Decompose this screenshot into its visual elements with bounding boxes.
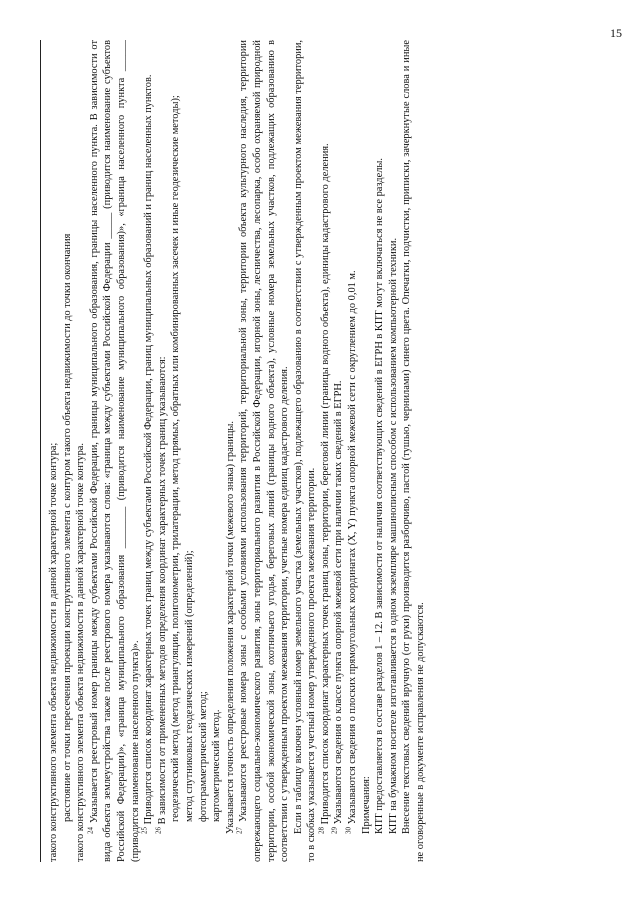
top-divider	[40, 40, 47, 862]
paragraph-text: геодезический метод (метод триангуляции, полигонометрии, трилатерации, метод прямых, обратных или комбинированных засечек и иные геодезические методы);	[170, 95, 182, 822]
page-number: 15	[610, 26, 622, 40]
footnote-26	[156, 40, 170, 862]
paragraph	[360, 40, 374, 862]
paragraph	[400, 40, 427, 862]
document-body	[40, 40, 600, 862]
footnote-24	[88, 40, 142, 862]
footnote-29	[332, 40, 346, 862]
paragraph-text: Указываются реестровые номера зоны с особыми условиями использования территорий, территориальной зоны, территории объекта культурного наследия, территории опережающего социально-экономического развития, зоны территориального развития в Российской Федерации, игорной зоны, лесничества, лесопарка, особо охраняемой природной территории, особой экономической зоны, охотничьего угодья, береговых линий (границы водного объекта), условные номера земельных участков, подлежащих образованию в соответствии с утвержденным проектом межевания территории, учетные номера единиц кадастрового деления.	[238, 40, 291, 862]
paragraph-text: Указываются сведения о плоских прямоугольных координатах (X, Y) пункта опорной межевой сети с округлением до 0,01 м.	[347, 270, 359, 827]
footnote-30	[346, 40, 360, 862]
paragraph-text: В зависимости от примененных методов определения координат характерных точек границ указываются:	[156, 356, 168, 827]
paragraph	[292, 40, 319, 862]
paragraph	[224, 40, 238, 862]
paragraph-text: Внесение текстовых сведений вручную (от руки) производится разборчиво, пастой (тушью, чернилами) синего цвета. Опечатки, подчистки, приписки, зачеркнутые слова и иные не оговоренные в документе исправления не допускаются.	[401, 40, 427, 862]
paragraph-text: Указывается реестровый номер границы между субъектами Российской Федерации, границы муниципального образования, границы населенного пункта. В зависимости от вида объекта землеустройства также после реестрового номера указываются слова: «граница между субъектами Российской Федерации _____ (приводится наименование субъектов Российской Федерации)», «граница муниципального образования ________ (приводится наименование муниципального образования)», «граница населенного пункта ______ (приводится наименование населенного пункта)».	[88, 40, 141, 862]
paragraph-text: Указывается точность определения положения характерной точки (межевого знака) границы.	[224, 421, 236, 834]
footnote-marker: 29	[331, 827, 339, 834]
footnote-marker: 25	[140, 827, 149, 834]
paragraph-text: Приводится список координат характерных точек границ между субъектами Российской Федерации, границ муниципальных образований и границ населенных пунктов.	[143, 74, 155, 827]
paragraph	[74, 40, 88, 862]
paragraph-text: картометрический метод.	[211, 709, 223, 822]
paragraph-text: такого конструктивного элемента объекта недвижимости в данной характерной точке контура.	[75, 443, 87, 862]
paragraph-text: такого конструктивного элемента объекта недвижимости в данной характерной точке контура;	[48, 442, 59, 862]
footnote-marker: 27	[235, 827, 244, 834]
paragraph-text: Указываются сведения о классе пункта опорной межевой сети при наличии таких сведений в ЕГРН.	[333, 380, 345, 827]
paragraph	[61, 40, 75, 862]
footnote-marker: 28	[317, 827, 326, 834]
paragraph-text: Приводится список координат характерных точек границ зоны, территории, береговой линии (границы водного объекта), единицы кадастрового деления.	[319, 143, 331, 827]
footnote-27	[237, 40, 291, 862]
paragraph	[47, 40, 61, 862]
footnote-marker: 30	[344, 827, 353, 834]
paragraph	[210, 40, 224, 862]
paragraph-text: Если в таблицу включен условный номер земельного участка (земельных участков), подлежащего образованию в соответствии с утвержденным проектом межевания территории, то в скобках указывается учетный номер утвержденного проекта межевания территории.	[292, 40, 318, 862]
paragraph-text: метод спутниковых геодезических измерений (определений);	[183, 550, 195, 822]
paragraph-text: КПТ на бумажном носителе изготавливается в одном экземпляре машинописным способом с использованием компьютерной техники.	[387, 237, 399, 834]
paragraph-text: Примечания:	[360, 776, 372, 834]
paragraph-text: расстояние от точки пересечения проекции конструктивного элемента с контуром такого объекта недвижимости до точки окончания	[61, 233, 73, 822]
notes-container	[47, 40, 428, 862]
paragraph	[169, 40, 183, 862]
paragraph	[197, 40, 211, 862]
paragraph-text: фотограмметрический метод;	[197, 691, 209, 822]
footnote-28	[319, 40, 333, 862]
paragraph	[387, 40, 401, 862]
footnote-25	[142, 40, 156, 862]
footnote-marker: 26	[154, 827, 163, 834]
paragraph	[183, 40, 197, 862]
paragraph	[373, 40, 387, 862]
paragraph-text: КПТ предоставляется в составе разделов 1 – 12. В зависимости от наличия соответствующих сведений в ЕГРН в КПТ могут включаться не все разделы.	[374, 158, 386, 834]
footnote-marker: 24	[86, 827, 95, 834]
